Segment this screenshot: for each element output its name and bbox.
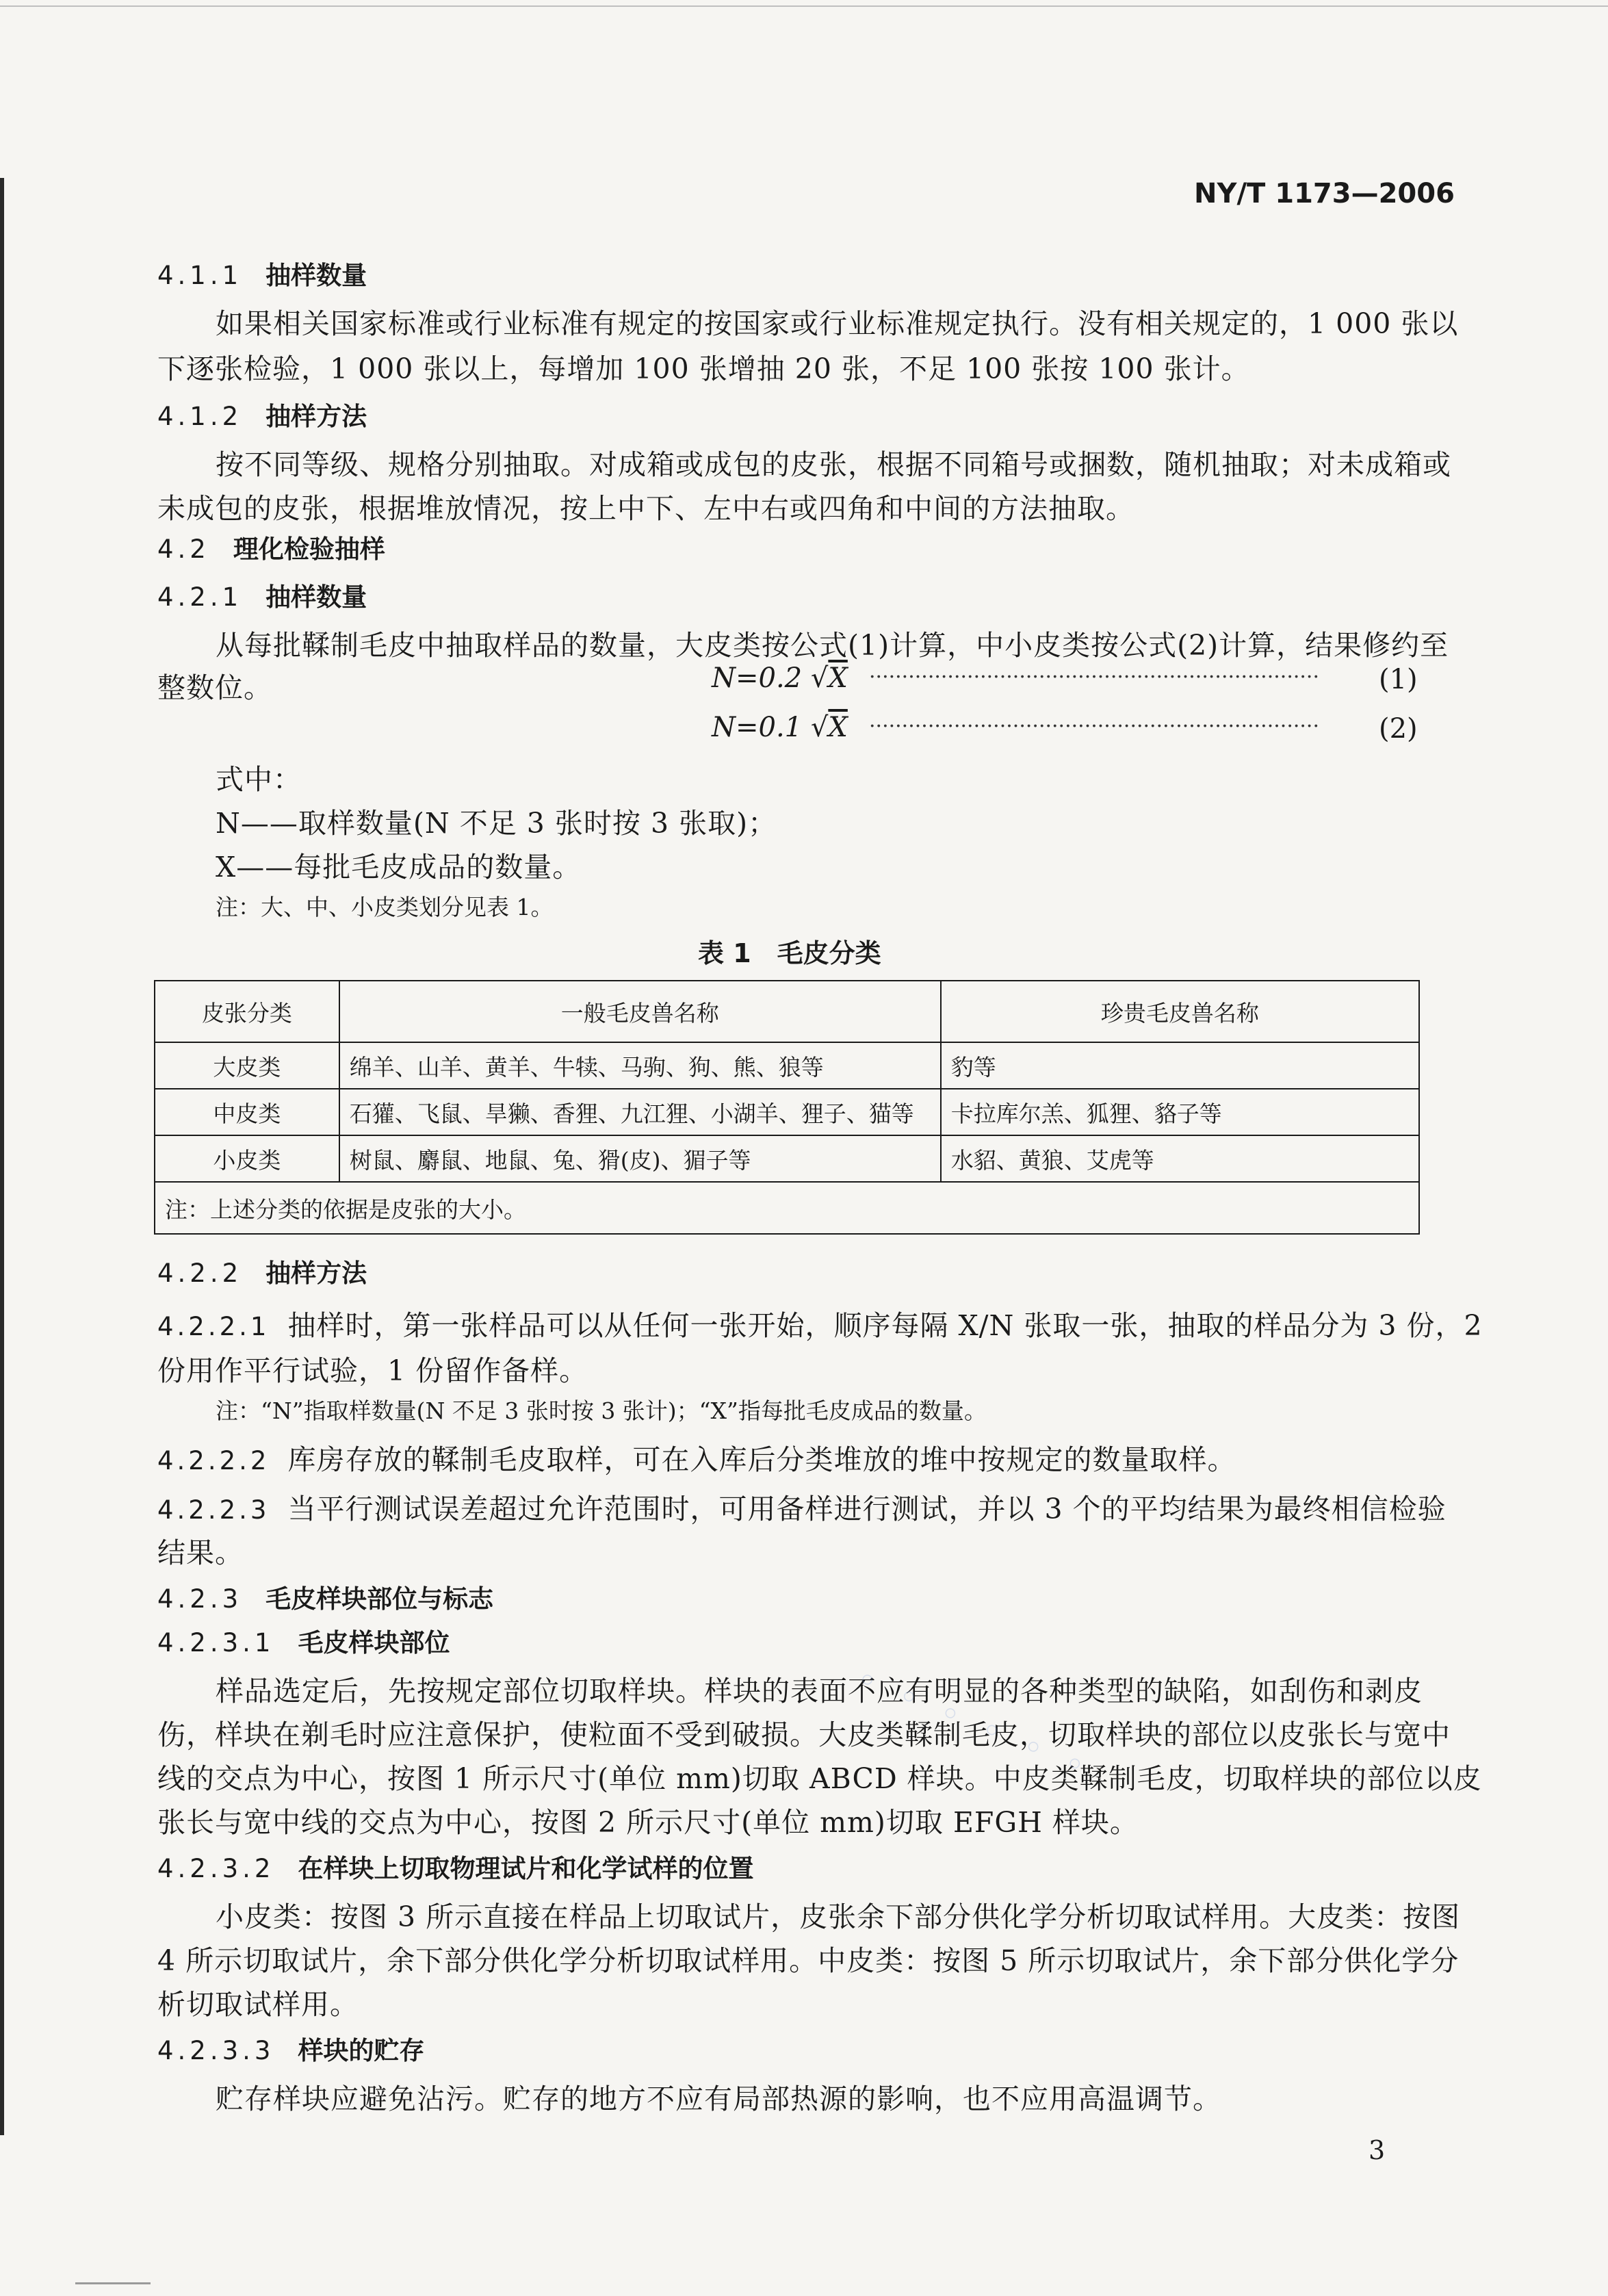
section-title: 毛皮样块部位与标志 bbox=[265, 1584, 494, 1614]
table-cell: 石獾、飞鼠、旱獭、香狸、九江狸、小湖羊、狸子、猫等 bbox=[339, 1089, 941, 1135]
bottom-scan-rule bbox=[75, 2282, 151, 2284]
table-note: 注：上述分类的依据是皮张的大小。 bbox=[155, 1182, 1419, 1234]
section-number: 4.2.3.3 bbox=[157, 2036, 275, 2065]
section-title: 毛皮样块部位 bbox=[298, 1628, 450, 1657]
formula-number: (2) bbox=[1379, 713, 1418, 745]
section-number: 4.1.2 bbox=[157, 402, 243, 431]
section-number: 4.2.3.1 bbox=[157, 1628, 275, 1657]
clause-4-2-2-2 bbox=[157, 1437, 1236, 1478]
paragraph-line: 线的交点为中心，按图 1 所示尺寸(单位 mm)切取 ABCD 样块。中皮类鞣制毛皮，切取样块的部位以皮 bbox=[157, 1762, 1482, 1795]
note: 注：“N”指取样数量(N 不足 3 张时按 3 张计)；“X”指每批毛皮成品的数量。 bbox=[216, 1397, 987, 1424]
table-cell: 卡拉库尔羔、狐狸、貉子等 bbox=[941, 1089, 1419, 1135]
paragraph-line: 张长与宽中线的交点为中心，按图 2 所示尺寸(单位 mm)切取 EFGH 样块。 bbox=[157, 1806, 1139, 1839]
paragraph-line: 样品选定后，先按规定部位切取样块。样块的表面不应有明显的各种类型的缺陷，如刮伤和剥皮 bbox=[216, 1675, 1423, 1707]
section-number: 4.1.1 bbox=[157, 261, 243, 290]
sqrt-icon: √ bbox=[810, 712, 829, 743]
section-title: 理化检验抽样 bbox=[233, 534, 385, 564]
section-number: 4.2 bbox=[157, 534, 210, 564]
table-cell: 豹等 bbox=[941, 1042, 1419, 1089]
section-title: 抽样数量 bbox=[265, 261, 367, 290]
clause-4-2-2-3 bbox=[157, 1486, 1447, 1527]
table-caption: 表 1 毛皮分类 bbox=[698, 938, 881, 968]
leader-dots: ····································································· bbox=[869, 665, 1319, 689]
section-title: 抽样方法 bbox=[265, 1259, 367, 1288]
paragraph-line: 伤，样块在剃毛时应注意保护，使粒面不受到破损。大皮类鞣制毛皮，切取样块的部位以皮张长与宽中 bbox=[157, 1718, 1451, 1751]
definition-n: N——取样数量(N 不足 3 张时按 3 张取)； bbox=[216, 807, 777, 840]
section-title: 样块的贮存 bbox=[298, 2036, 425, 2065]
paragraph-line: 按不同等级、规格分别抽取。对成箱或成包的皮张，根据不同箱号或捆数，随机抽取；对未成箱或 bbox=[216, 448, 1451, 481]
table-row bbox=[155, 1135, 1419, 1182]
page-number: 3 bbox=[1369, 2135, 1386, 2165]
paragraph-line: 4 所示切取试片，余下部分供化学分析切取试样用。中皮类：按图 5 所示切取试片，余下部分供化学分 bbox=[157, 1944, 1460, 1977]
table-cell: 水貂、黄狼、艾虎等 bbox=[941, 1135, 1419, 1182]
paragraph-line: 未成包的皮张，根据堆放情况，按上中下、左中右或四角和中间的方法抽取。 bbox=[157, 492, 1134, 525]
where-label: 式中： bbox=[216, 763, 302, 796]
paragraph-line: 析切取试样用。 bbox=[157, 1988, 359, 2021]
formula-2 bbox=[712, 712, 848, 743]
section-4-2-3-heading bbox=[157, 1578, 493, 1615]
formula-radicand: X bbox=[828, 662, 848, 694]
table-row bbox=[155, 1089, 1419, 1135]
fur-classification-table bbox=[154, 980, 1420, 1235]
formula-lhs: N=0.2 bbox=[712, 662, 803, 694]
paragraph-line: 下逐张检验，1 000 张以上，每增加 100 张增抽 20 张，不足 100 张按 100 张计。 bbox=[157, 352, 1250, 385]
table-cell: 绵羊、山羊、黄羊、牛犊、马驹、狗、熊、狼等 bbox=[339, 1042, 941, 1089]
table-cell: 小皮类 bbox=[155, 1135, 339, 1182]
note: 注：大、中、小皮类划分见表 1。 bbox=[216, 894, 554, 920]
paragraph-line: 当平行测试误差超过允许范围时，可用备样进行测试，并以 3 个的平均结果为最终相信检验 bbox=[287, 1493, 1447, 1525]
paragraph-line: 份用作平行试验，1 份留作备样。 bbox=[157, 1354, 588, 1387]
clause-number: 4.2.2.3 bbox=[157, 1495, 270, 1525]
section-number: 4.2.2 bbox=[157, 1259, 243, 1288]
formula-lhs: N=0.1 bbox=[712, 712, 803, 743]
formula-number: (1) bbox=[1379, 664, 1418, 695]
leader-dots: ····································································· bbox=[869, 714, 1319, 738]
paragraph-line: 结果。 bbox=[157, 1536, 244, 1569]
clause-number: 4.2.2.2 bbox=[157, 1446, 270, 1475]
section-number: 4.2.3.2 bbox=[157, 1854, 275, 1883]
table-cell: 中皮类 bbox=[155, 1089, 339, 1135]
table-cell: 树鼠、麝鼠、地鼠、兔、猾(皮)、猸子等 bbox=[339, 1135, 941, 1182]
section-number: 4.2.3 bbox=[157, 1584, 243, 1614]
clause-number: 4.2.2.1 bbox=[157, 1312, 270, 1341]
formula-radicand: X bbox=[828, 712, 848, 743]
paragraph-line: 如果相关国家标准或行业标准有规定的按国家或行业标准规定执行。没有相关规定的，1 000 张以 bbox=[216, 307, 1459, 340]
column-header: 一般毛皮兽名称 bbox=[339, 981, 941, 1042]
top-scan-rule bbox=[0, 5, 1608, 7]
section-4-1-1-heading bbox=[157, 255, 367, 292]
definition-x: X——每批毛皮成品的数量。 bbox=[216, 851, 582, 883]
section-4-2-heading bbox=[157, 528, 385, 565]
section-4-2-2-heading bbox=[157, 1252, 367, 1289]
left-scan-edge bbox=[0, 178, 4, 2135]
column-header: 珍贵毛皮兽名称 bbox=[941, 981, 1419, 1042]
clause-4-2-2-1 bbox=[157, 1303, 1483, 1343]
section-4-2-1-heading bbox=[157, 576, 367, 613]
watermark-stamp: ◦ ◦ ◦ ◦ ◦ ◦ bbox=[850, 1658, 1098, 1790]
section-4-2-3-1-heading bbox=[157, 1622, 450, 1659]
standard-number: NY/T 1173—2006 bbox=[1194, 178, 1455, 209]
paragraph-line: 从每批鞣制毛皮中抽取样品的数量，大皮类按公式(1)计算，中小皮类按公式(2)计算，结果修约至 bbox=[216, 629, 1449, 662]
formula-1 bbox=[712, 662, 848, 694]
table-note-row bbox=[155, 1182, 1419, 1234]
section-title: 抽样方法 bbox=[265, 402, 367, 431]
paragraph-line: 库房存放的鞣制毛皮取样，可在入库后分类堆放的堆中按规定的数量取样。 bbox=[287, 1443, 1236, 1476]
section-4-1-2-heading bbox=[157, 396, 367, 433]
column-header: 皮张分类 bbox=[155, 981, 339, 1042]
section-4-2-3-2-heading bbox=[157, 1848, 753, 1885]
paragraph-line: 小皮类：按图 3 所示直接在样品上切取试片，皮张余下部分供化学分析切取试样用。大皮类：按图 bbox=[216, 1900, 1461, 1933]
paragraph-line: 抽样时，第一张样品可以从任何一张开始，顺序每隔 X/N 张取一张，抽取的样品分为 3 份，2 bbox=[287, 1309, 1483, 1342]
table-row bbox=[155, 1042, 1419, 1089]
paragraph-line: 贮存样块应避免沾污。贮存的地方不应有局部热源的影响，也不应用高温调节。 bbox=[216, 2082, 1221, 2115]
table-header-row bbox=[155, 981, 1419, 1042]
paragraph-line: 整数位。 bbox=[157, 671, 272, 704]
table-cell: 大皮类 bbox=[155, 1042, 339, 1089]
sqrt-icon: √ bbox=[810, 662, 829, 694]
section-title: 在样块上切取物理试片和化学试样的位置 bbox=[298, 1854, 754, 1883]
section-4-2-3-3-heading bbox=[157, 2030, 424, 2067]
section-number: 4.2.1 bbox=[157, 582, 243, 612]
section-title: 抽样数量 bbox=[265, 582, 367, 612]
